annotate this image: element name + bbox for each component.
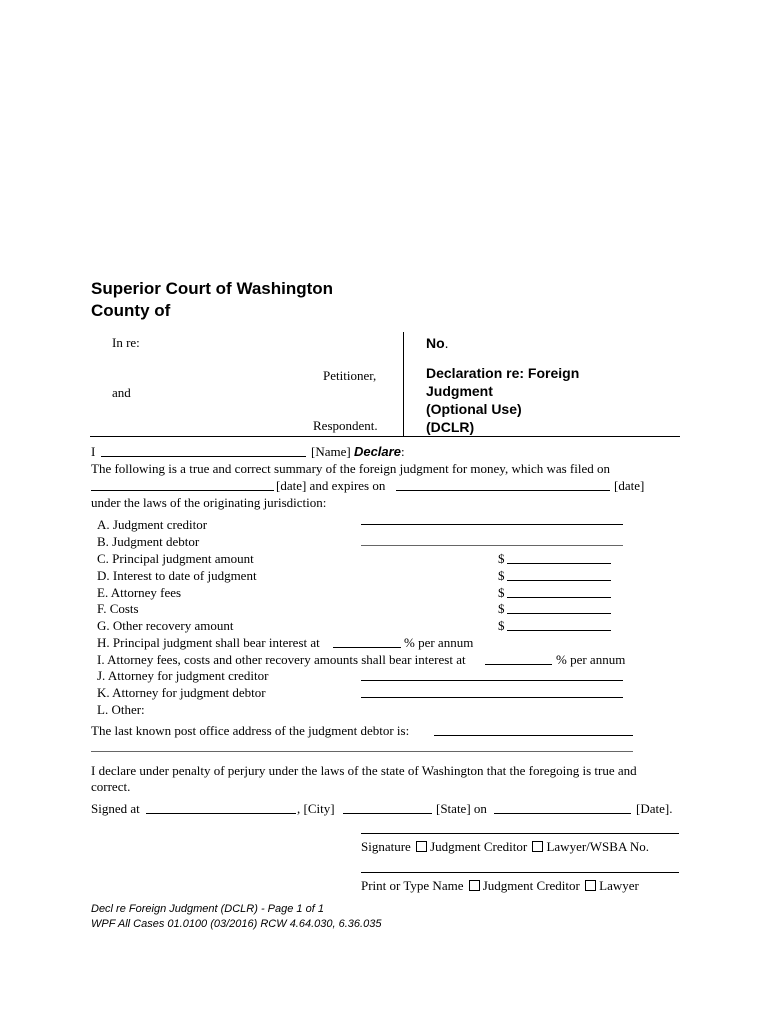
- print-lawyer-checkbox[interactable]: [585, 880, 596, 891]
- printed-name-field[interactable]: [361, 872, 679, 873]
- declarant-i: I: [91, 444, 96, 459]
- print-judgment-creditor-label: Judgment Creditor: [482, 878, 580, 893]
- dollar-sign: $: [498, 618, 505, 633]
- address-label: The last known post office address of the judgment debtor is:: [91, 723, 410, 738]
- court-name: Superior Court of Washington: [91, 279, 334, 298]
- debtor-address-field-2[interactable]: [91, 751, 633, 752]
- date-label: [date]: [614, 478, 645, 493]
- attorney-fees-field[interactable]: [507, 597, 611, 598]
- signature-field[interactable]: [361, 833, 679, 834]
- principal-interest-rate-field[interactable]: [333, 647, 401, 648]
- judgment-creditor-field[interactable]: [361, 524, 623, 525]
- costs-field[interactable]: [507, 613, 611, 614]
- respondent-label: Respondent.: [313, 418, 378, 433]
- item-k-label: K. Attorney for judgment debtor: [97, 685, 266, 700]
- document-title-line1: Declaration re: Foreign: [426, 365, 580, 381]
- item-f-label: F. Costs: [97, 601, 139, 616]
- document-title-line2: Judgment: [426, 383, 493, 399]
- lawyer-wsba-checkbox[interactable]: [532, 841, 543, 852]
- expires-date-field[interactable]: [396, 490, 610, 491]
- summary-text: The following is a true and correct summary of the foreign judgment for money, which was filed on: [91, 461, 611, 476]
- signed-state-field[interactable]: [343, 813, 432, 814]
- judgment-creditor-label: Judgment Creditor: [430, 839, 528, 854]
- laws-text: under the laws of the originating jurisdiction:: [91, 495, 327, 510]
- footer-form-code: WPF All Cases 01.0100 (03/2016) RCW 4.64.030, 6.36.035: [91, 918, 382, 930]
- and-label: and: [112, 385, 131, 400]
- case-number-label: No.: [426, 335, 449, 351]
- item-b-label: B. Judgment debtor: [97, 534, 200, 549]
- signature-label: Signature: [361, 839, 411, 854]
- footer-page-info: Decl re Foreign Judgment (DCLR) - Page 1 of 1: [91, 903, 324, 915]
- expires-label: [date] and expires on: [276, 478, 386, 493]
- judgment-creditor-checkbox[interactable]: [416, 841, 427, 852]
- declarant-name-field[interactable]: [101, 456, 306, 457]
- state-on-label: [State] on: [436, 801, 487, 816]
- name-label: [Name] Declare:: [311, 444, 405, 459]
- item-g-label: G. Other recovery amount: [97, 618, 234, 633]
- item-h-label: H. Principal judgment shall bear interest at: [97, 635, 320, 650]
- principal-amount-field[interactable]: [507, 563, 611, 564]
- dollar-sign: $: [498, 601, 505, 616]
- interest-amount-field[interactable]: [507, 580, 611, 581]
- dollar-sign: $: [498, 585, 505, 600]
- signed-date-field[interactable]: [494, 813, 631, 814]
- debtor-address-field[interactable]: [434, 735, 633, 736]
- petitioner-label: Petitioner,: [323, 368, 377, 383]
- judgment-debtor-field[interactable]: [361, 545, 623, 546]
- fees-interest-rate-field[interactable]: [485, 664, 552, 665]
- signed-city-field[interactable]: [146, 813, 296, 814]
- signature-row: [361, 838, 649, 855]
- per-annum-label: % per annum: [404, 635, 474, 650]
- creditor-attorney-field[interactable]: [361, 680, 623, 681]
- county-label: County of: [91, 301, 171, 320]
- dollar-sign: $: [498, 551, 505, 566]
- perjury-statement-line2: correct.: [91, 779, 131, 794]
- other-recovery-field[interactable]: [507, 630, 611, 631]
- print-name-label: Print or Type Name: [361, 878, 464, 893]
- document-title-line4: (DCLR): [426, 419, 475, 435]
- print-judgment-creditor-checkbox[interactable]: [469, 880, 480, 891]
- item-j-label: J. Attorney for judgment creditor: [97, 668, 269, 683]
- date-label: [Date].: [636, 801, 673, 816]
- in-re-label: In re:: [112, 335, 140, 350]
- city-label: , [City]: [297, 801, 335, 816]
- print-name-row: [361, 877, 639, 894]
- perjury-statement-line1: I declare under penalty of perjury under the laws of the state of Washington that the foregoing is true and: [91, 763, 637, 778]
- filed-date-field[interactable]: [91, 490, 274, 491]
- item-c-label: C. Principal judgment amount: [97, 551, 254, 566]
- item-a-label: A. Judgment creditor: [97, 517, 208, 532]
- caption-rule: [90, 436, 680, 437]
- item-e-label: E. Attorney fees: [97, 585, 182, 600]
- debtor-attorney-field[interactable]: [361, 697, 623, 698]
- print-lawyer-label: Lawyer: [599, 878, 639, 893]
- lawyer-wsba-label: Lawyer/WSBA No.: [546, 839, 650, 854]
- caption-divider: [403, 332, 404, 436]
- per-annum-label: % per annum: [556, 652, 626, 667]
- signed-at-label: Signed at: [91, 801, 140, 816]
- item-d-label: D. Interest to date of judgment: [97, 568, 257, 583]
- item-l-label: L. Other:: [97, 702, 145, 717]
- item-i-label: I. Attorney fees, costs and other recovery amounts shall bear interest at: [97, 652, 466, 667]
- document-title-line3: (Optional Use): [426, 401, 522, 417]
- dollar-sign: $: [498, 568, 505, 583]
